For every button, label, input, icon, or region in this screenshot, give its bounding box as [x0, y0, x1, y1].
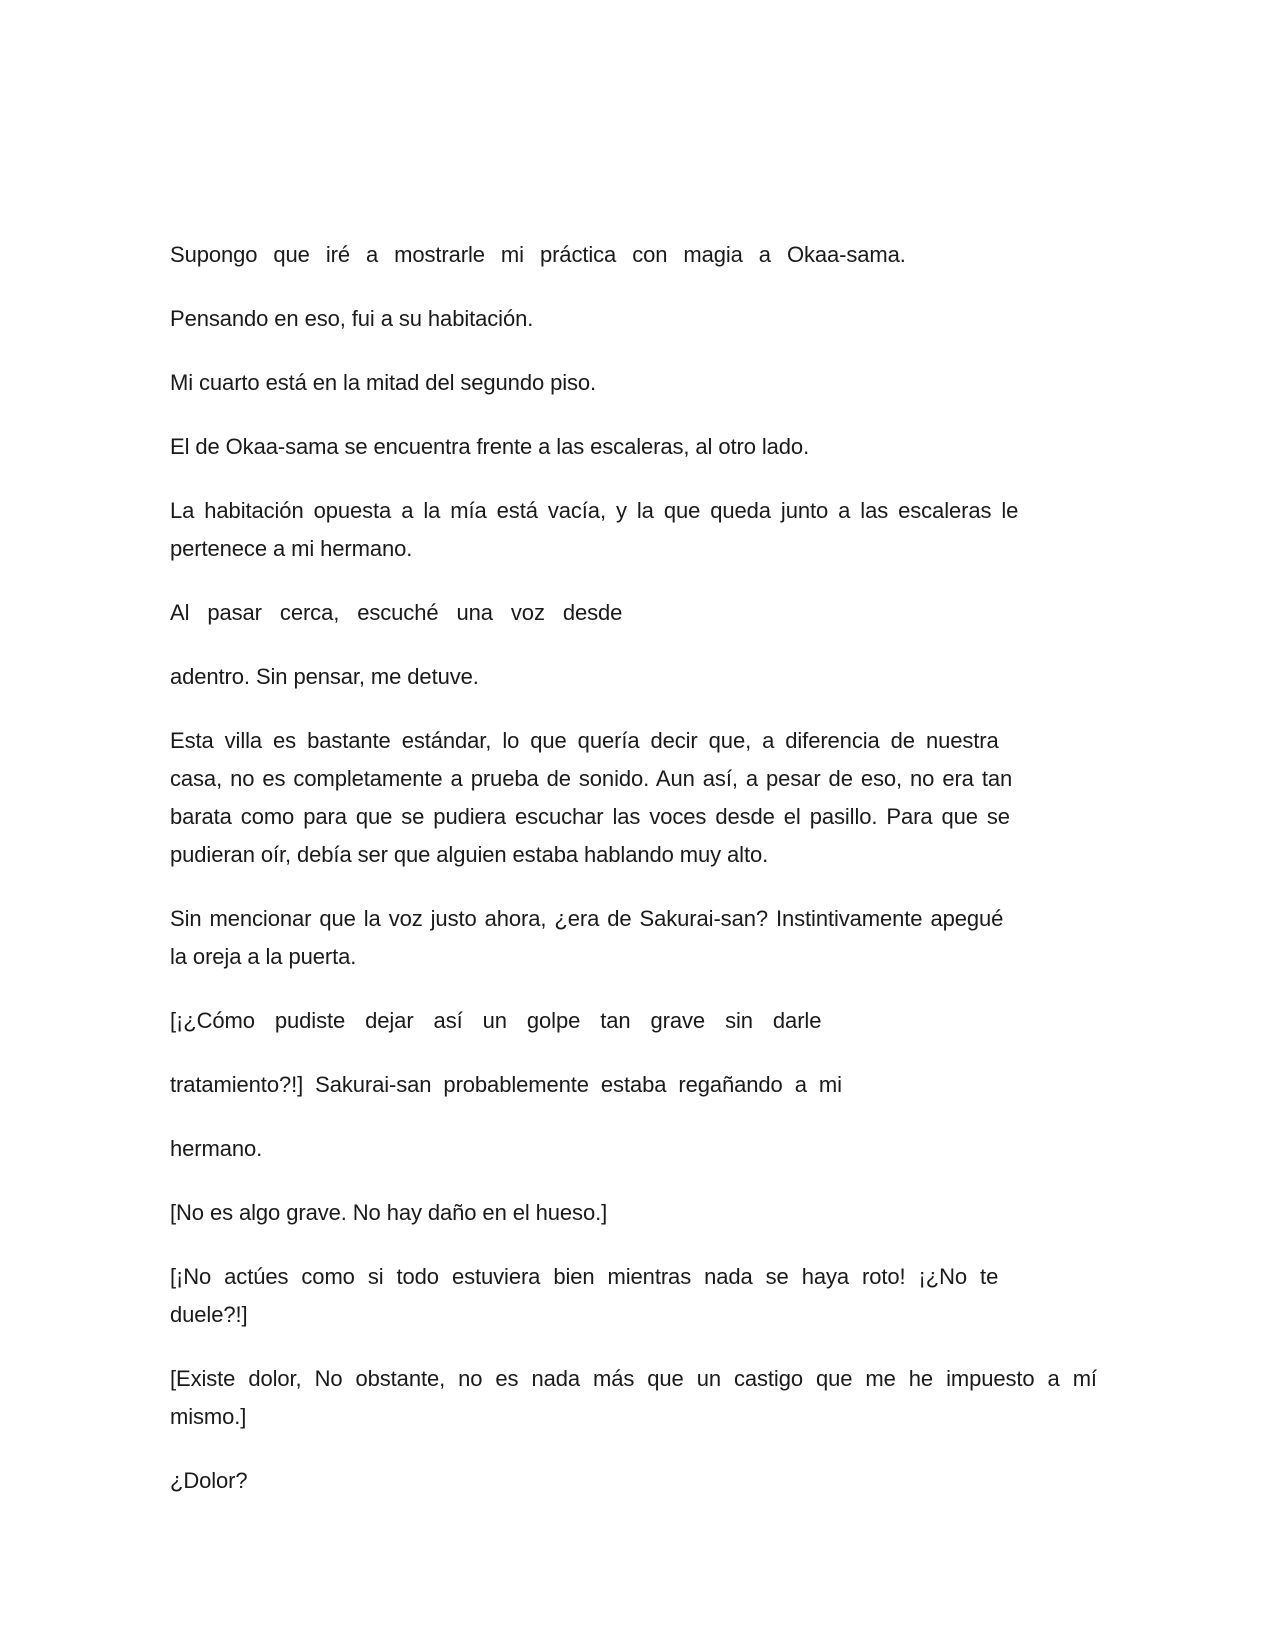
text-line: adentro. Sin pensar, me detuve.: [170, 664, 479, 689]
paragraph-15: [170, 1360, 1180, 1436]
paragraph-6: [170, 594, 1180, 632]
paragraph-14: [170, 1258, 1180, 1334]
text-line: mismo.]: [170, 1404, 247, 1429]
text-line: Al pasar cerca, escuché una voz desde: [170, 600, 623, 625]
text-line: casa, no es completamente a prueba de sonido. Aun así, a pesar de eso, no era tan: [170, 766, 1013, 791]
paragraph-13: [170, 1194, 1180, 1232]
paragraph-16: [170, 1462, 1180, 1500]
text-line: hermano.: [170, 1136, 263, 1161]
text-line: [¡No actúes como si todo estuviera bien mientras nada se haya roto! ¡¿No te: [170, 1264, 999, 1289]
paragraph-9: [170, 900, 1180, 976]
text-line: Supongo que iré a mostrarle mi práctica con magia a Okaa-sama.: [170, 242, 906, 267]
text-line: tratamiento?!] Sakurai-san probablemente estaba regañando a mi: [170, 1072, 842, 1097]
text-line: la oreja a la puerta.: [170, 944, 357, 969]
text-line: barata como para que se pudiera escuchar las voces desde el pasillo. Para que se: [170, 804, 1010, 829]
paragraph-1: [170, 236, 1180, 274]
text-line: [Existe dolor, No obstante, no es nada más que un castigo que me he impuesto a mí: [170, 1366, 1097, 1391]
text-line: pertenece a mi hermano.: [170, 536, 413, 561]
text-line: El de Okaa-sama se encuentra frente a las escaleras, al otro lado.: [170, 434, 810, 459]
paragraph-10: [170, 1002, 1180, 1040]
text-line: [No es algo grave. No hay daño en el hueso.]: [170, 1200, 608, 1225]
text-line: Sin mencionar que la voz justo ahora, ¿era de Sakurai-san? Instintivamente apegué: [170, 906, 1004, 931]
text-line: La habitación opuesta a la mía está vacía, y la que queda junto a las escaleras le: [170, 498, 1019, 523]
document-text: [170, 236, 1180, 1526]
paragraph-8: [170, 722, 1180, 874]
text-line: Mi cuarto está en la mitad del segundo piso.: [170, 370, 597, 395]
paragraph-5: [170, 492, 1180, 568]
text-line: [¡¿Cómo pudiste dejar así un golpe tan grave sin darle: [170, 1008, 822, 1033]
text-line: pudieran oír, debía ser que alguien estaba hablando muy alto.: [170, 842, 769, 867]
paragraph-3: [170, 364, 1180, 402]
paragraph-11: [170, 1066, 1180, 1104]
text-line: duele?!]: [170, 1302, 248, 1327]
paragraph-12: [170, 1130, 1180, 1168]
text-line: Esta villa es bastante estándar, lo que quería decir que, a diferencia de nuestra: [170, 728, 999, 753]
text-line: ¿Dolor?: [170, 1468, 248, 1493]
paragraph-4: [170, 428, 1180, 466]
paragraph-7: [170, 658, 1180, 696]
text-line: Pensando en eso, fui a su habitación.: [170, 306, 534, 331]
paragraph-2: [170, 300, 1180, 338]
